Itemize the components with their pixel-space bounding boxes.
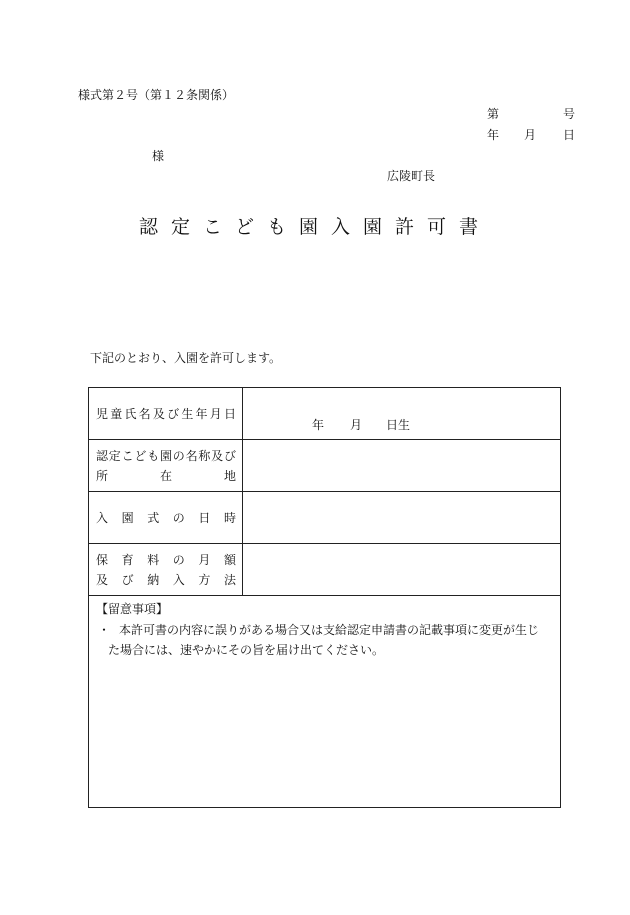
- label-char: 地: [223, 469, 236, 483]
- table-row-child: [89, 388, 560, 440]
- label-char: 及: [152, 407, 165, 421]
- notes-text-line: 本許可書の内容に誤りがある場合又は支給認定申請書の記載事項に変更が生じ: [119, 623, 540, 637]
- form-number: 様式第２号（第１２条関係）: [78, 88, 235, 102]
- label-char: ど: [134, 449, 147, 463]
- issuer-name: 広陵町長: [387, 169, 436, 183]
- issue-date-month: 月: [524, 128, 537, 142]
- label-char: 月: [198, 553, 211, 567]
- label-char: 日: [198, 511, 211, 525]
- doc-number-prefix: 第: [487, 107, 500, 121]
- label-char: 時: [223, 511, 236, 525]
- label-char: び: [121, 573, 134, 587]
- label-line: [96, 573, 236, 587]
- label-line: [96, 449, 236, 463]
- label-char: の: [172, 553, 185, 567]
- label-char: び: [167, 407, 180, 421]
- document-title: 認定こども園入園許可書: [138, 216, 491, 238]
- birth-day-field: 日生: [386, 418, 411, 432]
- doc-number-suffix: 号: [563, 107, 576, 121]
- label-char: 料: [147, 553, 160, 567]
- label-char: 日: [223, 407, 236, 421]
- label-char: び: [223, 449, 236, 463]
- label-line: [96, 511, 236, 525]
- notes-bullet: ・: [98, 623, 111, 637]
- label-char: 所: [96, 469, 109, 483]
- label-char: 及: [96, 573, 109, 587]
- label-char: 児: [96, 407, 109, 421]
- issue-date-day: 日: [563, 128, 576, 142]
- label-char: 定: [108, 449, 121, 463]
- recipient-honorific: 様: [152, 149, 165, 163]
- label-char: 氏: [124, 407, 137, 421]
- label-char: 園: [159, 449, 172, 463]
- label-char: 育: [121, 553, 134, 567]
- label-line: [96, 407, 236, 421]
- label-char: の: [172, 511, 185, 525]
- label-line: [96, 469, 236, 483]
- label-char: 在: [159, 469, 172, 483]
- row-label-child: [89, 388, 243, 439]
- label-char: 保: [96, 553, 109, 567]
- label-char: 童: [110, 407, 123, 421]
- row-label-ceremony: [89, 492, 243, 543]
- label-char: 方: [198, 573, 211, 587]
- label-char: 年: [195, 407, 208, 421]
- intro-text: 下記のとおり、入園を許可します。: [90, 351, 282, 365]
- label-char: 認: [96, 449, 109, 463]
- row-label-facility: [89, 440, 243, 491]
- label-char: も: [147, 449, 160, 463]
- label-char: 入: [172, 573, 185, 587]
- label-char: 入: [96, 511, 109, 525]
- label-char: 月: [209, 407, 222, 421]
- table-row-facility: [89, 440, 560, 492]
- label-char: 納: [147, 573, 160, 587]
- label-char: の: [172, 449, 185, 463]
- label-char: 称: [198, 449, 211, 463]
- label-char: 名: [185, 449, 198, 463]
- permit-table: [88, 387, 561, 808]
- row-label-fee: [89, 544, 243, 595]
- birth-month-field: 月: [350, 418, 363, 432]
- label-char: こ: [121, 449, 134, 463]
- label-char: 園: [121, 511, 134, 525]
- label-char: 式: [147, 511, 160, 525]
- label-char: 額: [223, 553, 236, 567]
- label-line: [96, 553, 236, 567]
- label-char: 法: [223, 573, 236, 587]
- label-char: 名: [138, 407, 151, 421]
- birth-year-field: 年: [312, 418, 325, 432]
- table-row-ceremony: [89, 492, 560, 544]
- notes-heading: 【留意事項】: [96, 602, 169, 616]
- label-char: 生: [181, 407, 194, 421]
- table-row-fee: [89, 544, 560, 596]
- notes-text-line: た場合には、速やかにその旨を届け出てください。: [108, 643, 385, 657]
- label-char: 及: [211, 449, 224, 463]
- issue-date-year: 年: [487, 128, 500, 142]
